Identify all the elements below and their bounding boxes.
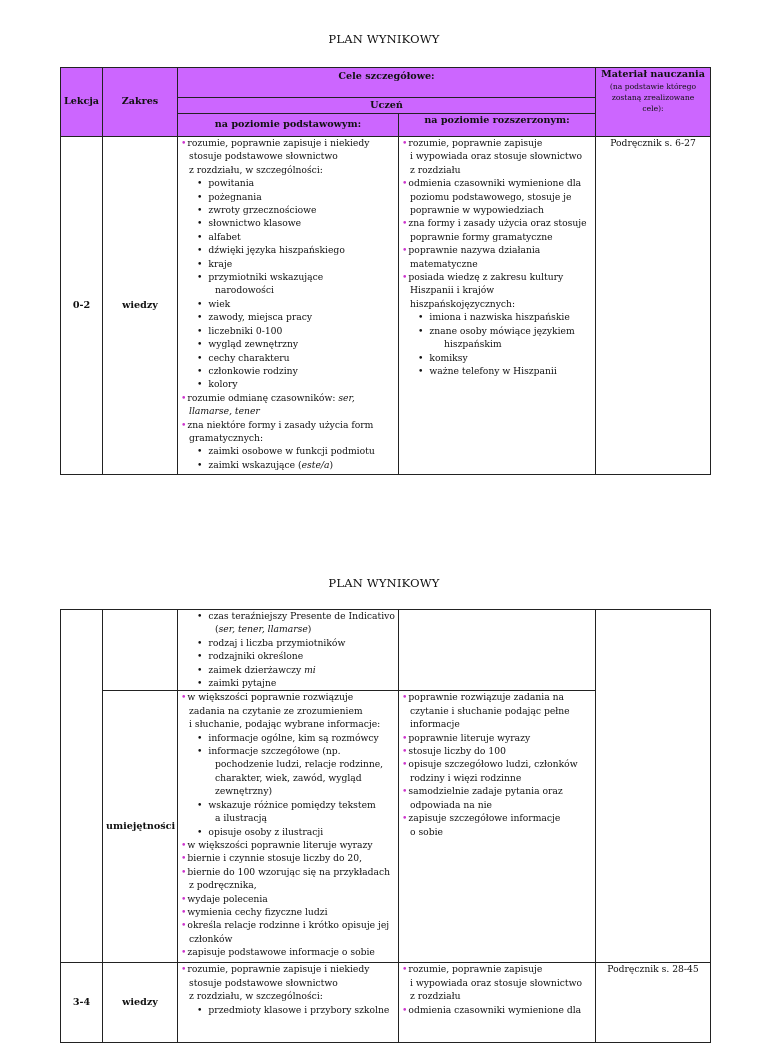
header-material-note-3: cele): <box>642 104 664 114</box>
list-item: i wypowiada oraz stosuje słownictwo <box>410 977 583 989</box>
text: zaimki wskazujące ( <box>208 459 302 471</box>
list-item: pochodzenie ludzi, relacje rodzinne, <box>215 759 384 771</box>
list-item: stosuje podstawowe słownictwo <box>189 977 338 989</box>
list-item: hiszpańskim <box>444 339 502 351</box>
cell-zakres-3-4: wiedzy <box>103 963 178 1043</box>
text-italic: ser, <box>338 392 355 404</box>
cell-zakres: wiedzy <box>103 137 178 475</box>
list-item: poprawnie w wypowiedziach <box>410 205 544 217</box>
text-italic: este/a <box>301 459 330 471</box>
page-title: PLAN WYNIKOWY <box>328 32 440 46</box>
list-item: • imiona i nazwiska hiszpańskie <box>402 311 592 324</box>
list-item: • zna niektóre formy i zasady użycia form <box>181 419 395 432</box>
list-item: • zwroty grzecznościowe <box>181 204 395 217</box>
list-item: • rozumie, poprawnie zapisuje <box>402 137 592 150</box>
list-item: • posiada wiedzę z zakresu kultury <box>402 271 592 284</box>
list-item: • rozumie, poprawnie zapisuje i niekiedy <box>181 963 395 976</box>
list-item: • wygląd zewnętrzny <box>181 338 395 351</box>
cell-material: Podręcznik s. 6-27 <box>596 137 711 475</box>
text: rozumie odmianę czasowników: <box>187 392 339 404</box>
text: ) <box>307 624 312 636</box>
list-item: • przedmioty klasowe i przybory szkolne <box>181 1004 395 1017</box>
cell-extended-level <box>399 137 596 475</box>
list-item: • pożegnania <box>181 191 395 204</box>
list-item: • poprawnie rozwiązuje zadania na <box>402 691 592 704</box>
text: ( <box>215 624 219 636</box>
list-item: charakter, wiek, zawód, wygląd <box>215 772 362 784</box>
text-italic: llamarse, tener <box>189 406 260 418</box>
list-item: • wymienia cechy fizyczne ludzi <box>181 906 395 919</box>
list-item: gramatycznych: <box>189 432 264 444</box>
list-item: • wydaje polecenia <box>181 893 395 906</box>
list-item: • cechy charakteru <box>181 352 395 365</box>
list-item: poziomu podstawowego, stosuje je <box>410 191 572 203</box>
list-item: • biernie i czynnie stosuje liczby do 20, <box>181 852 395 865</box>
cell-zakres-empty <box>103 610 178 691</box>
header-lekcja: Lekcja <box>61 68 103 137</box>
cell-basic-continued <box>178 610 399 691</box>
list-item: • kolory <box>181 378 395 391</box>
text: ) <box>329 459 334 471</box>
list-item: • kraje <box>181 258 395 271</box>
header-material-note-1: (na podstawie którego <box>609 82 697 92</box>
list-item: • zna formy i zasady użycia oraz stosuje <box>402 217 592 230</box>
header-cele: Cele szczegółowe: <box>178 68 596 98</box>
list-item: • ważne telefony w Hiszpanii <box>402 365 592 378</box>
plan-table-2 <box>60 609 711 1043</box>
list-item: • wiek <box>181 298 395 311</box>
list-item: • w większości poprawnie rozwiązuje <box>181 691 395 704</box>
list-item: • określa relacje rodzinne i krótko opisuje jej <box>181 919 395 932</box>
list-item: • alfabet <box>181 231 395 244</box>
cell-lekcja-empty <box>61 610 103 963</box>
list-item: • rodzajniki określone <box>181 650 395 663</box>
list-item: • wskazuje różnice pomiędzy tekstem <box>181 799 395 812</box>
list-item: • poprawnie nazywa działania <box>402 244 592 257</box>
header-uczen: Uczeń <box>178 98 596 114</box>
list-item: • odmienia czasowniki wymienione dla <box>402 177 592 190</box>
cell-skills-basic <box>178 691 399 963</box>
list-item: • opisuje szczegółowo ludzi, członków <box>402 758 592 771</box>
list-item: • rozumie, poprawnie zapisuje i niekiedy <box>181 137 395 150</box>
list-item: Hiszpanii i krajów <box>410 285 495 297</box>
list-item: • dźwięki języka hiszpańskiego <box>181 244 395 257</box>
cell-extended-3-4 <box>399 963 596 1043</box>
list-item: • powitania <box>181 177 395 190</box>
list-item: • informacje ogólne, kim są rozmówcy <box>181 732 395 745</box>
list-item: • liczebniki 0-100 <box>181 325 395 338</box>
list-item: • przymiotniki wskazujące <box>181 271 395 284</box>
list-item: informacje <box>410 719 460 731</box>
list-item: i wypowiada oraz stosuje słownictwo <box>410 151 583 163</box>
cell-lekcja-3-4: 3-4 <box>61 963 103 1043</box>
list-item: • czas teraźniejszy Presente de Indicativo <box>181 610 395 623</box>
list-item: • rozumie, poprawnie zapisuje <box>402 963 592 976</box>
list-item: i słuchanie, podając wybrane informacje: <box>189 719 381 731</box>
list-item <box>181 459 395 472</box>
header-material-note-2: zostaną zrealizowane <box>611 93 695 103</box>
text-italic: ser, tener, llamarse <box>218 624 308 636</box>
cell-skills-extended <box>399 691 596 963</box>
cell-zakres-skills: umiejętności <box>103 691 178 963</box>
list-item: narodowości <box>215 285 274 297</box>
list-item: • opisuje osoby z ilustracji <box>181 826 395 839</box>
list-item <box>181 664 395 677</box>
list-item: • biernie do 100 wzorując się na przykładach <box>181 866 395 879</box>
header-zakres: Zakres <box>103 68 178 137</box>
list-item: z rozdziału, w szczególności: <box>189 164 323 176</box>
list-item <box>181 392 395 405</box>
cell-material-empty <box>596 610 711 963</box>
list-item: hiszpańskojęzycznych: <box>410 298 516 310</box>
list-item: • poprawnie literuje wyrazy <box>402 732 592 745</box>
header-material-title: Materiał nauczania <box>601 69 705 80</box>
list-item: z podręcznika, <box>189 880 257 892</box>
list-item: • zaimki osobowe w funkcji podmiotu <box>181 445 395 458</box>
list-item: • słownictwo klasowe <box>181 217 395 230</box>
list-item: zadania na czytanie ze zrozumieniem <box>189 705 363 717</box>
list-item: z rozdziału, w szczególności: <box>189 991 323 1003</box>
cell-material-3-4: Podręcznik s. 28-45 <box>596 963 711 1043</box>
list-item: członków <box>189 933 233 945</box>
list-item: • komiksy <box>402 352 592 365</box>
list-item: poprawnie formy gramatyczne <box>410 231 553 243</box>
cell-basic-level <box>178 137 399 475</box>
list-item: • w większości poprawnie literuje wyrazy <box>181 839 395 852</box>
list-item: • samodzielnie zadaje pytania oraz <box>402 785 592 798</box>
list-item: • rodzaj i liczba przymiotników <box>181 637 395 650</box>
cell-extended-empty <box>399 610 596 691</box>
list-item: rodziny i więzi rodzinne <box>410 772 522 784</box>
page-title: PLAN WYNIKOWY <box>328 576 440 590</box>
list-item: • zapisuje podstawowe informacje o sobie <box>181 946 395 959</box>
list-item: z rozdziału <box>410 164 461 176</box>
list-item: z rozdziału <box>410 991 461 1003</box>
list-item: • zaimki pytajne <box>181 677 395 690</box>
list-item: • odmienia czasowniki wymienione dla <box>402 1004 592 1017</box>
text-italic: mi <box>304 664 316 676</box>
list-item: o sobie <box>410 826 443 838</box>
list-item: matematyczne <box>410 258 478 270</box>
list-item: stosuje podstawowe słownictwo <box>189 151 338 163</box>
list-item: • znane osoby mówiące językiem <box>402 325 592 338</box>
list-item: • członkowie rodziny <box>181 365 395 378</box>
header-material <box>596 68 711 137</box>
list-item <box>181 405 395 418</box>
plan-table-1 <box>60 67 711 475</box>
list-item: • zawody, miejsca pracy <box>181 311 395 324</box>
cell-basic-3-4 <box>178 963 399 1043</box>
list-item <box>181 623 395 636</box>
list-item: • zapisuje szczegółowe informacje <box>402 812 592 825</box>
list-item: zewnętrzny) <box>215 786 273 798</box>
list-item: odpowiada na nie <box>410 799 492 811</box>
list-item: • informacje szczegółowe (np. <box>181 745 395 758</box>
list-item: czytanie i słuchanie podając pełne <box>410 705 570 717</box>
header-podstawowy: na poziomie podstawowym: <box>178 114 399 137</box>
list-item: a ilustracją <box>215 813 267 825</box>
header-rozszerzony: na poziomie rozszerzonym: <box>399 114 596 137</box>
text: zaimek dzierżawczy <box>208 664 305 676</box>
list-item: • stosuje liczby do 100 <box>402 745 592 758</box>
cell-lekcja: 0-2 <box>61 137 103 475</box>
